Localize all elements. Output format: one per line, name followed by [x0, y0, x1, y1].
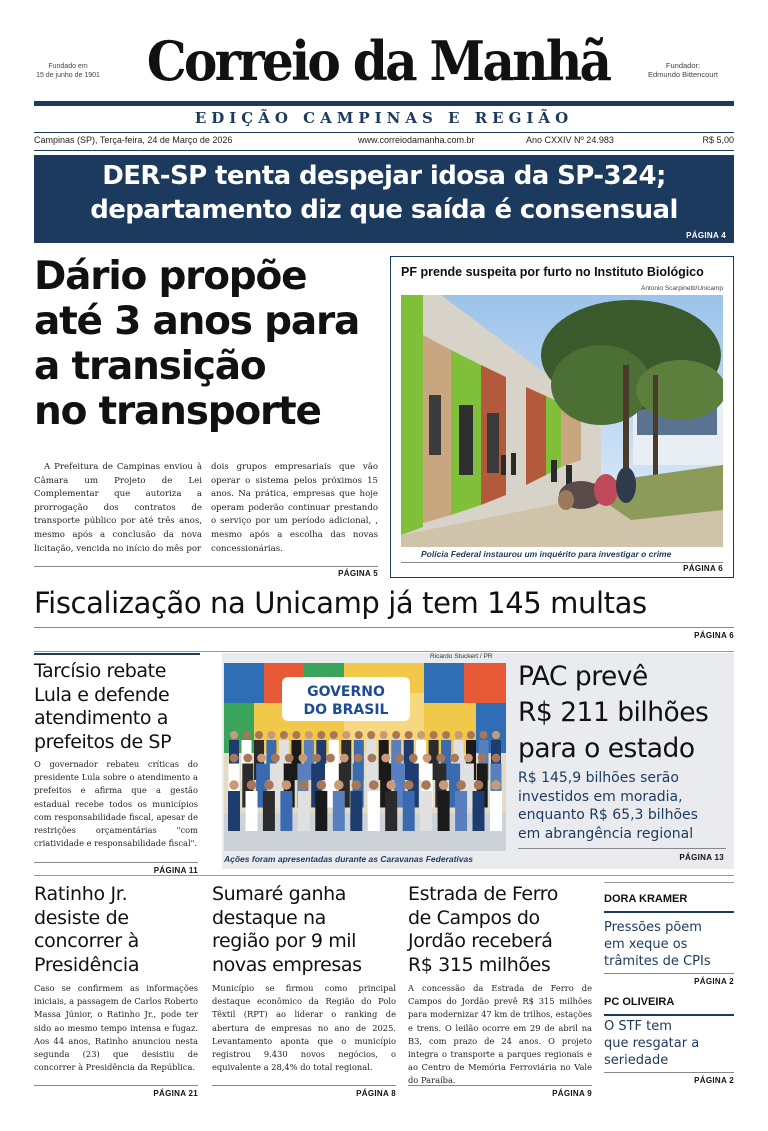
photo-story-page[interactable]: PÁGINA 6 [683, 564, 723, 573]
pac-panel[interactable] [222, 653, 734, 869]
pac-page[interactable]: PÁGINA 13 [679, 853, 724, 862]
column-author: PC OLIVEIRA [604, 996, 675, 1008]
column-page[interactable]: PÁGINA 2 [694, 977, 734, 986]
sumare-headline-line: Sumaré ganha [212, 883, 347, 905]
pac-sub-line: investidos em moradia, [518, 788, 683, 805]
pac-sub-line: enquanto R$ 65,3 bilhões [518, 807, 698, 823]
column-dora[interactable] [604, 893, 734, 987]
column-author-rule [604, 1014, 734, 1016]
pac-headline[interactable] [518, 659, 732, 767]
column-headline [604, 919, 734, 970]
tarcisio-headline-line: prefeitos de SP [34, 730, 172, 753]
pac-photo-credit: Ricardo Stuckert / PR [430, 653, 493, 660]
lead-page[interactable]: PÁGINA 5 [338, 569, 378, 578]
lead-body-col2: dois grupos empresariais que vão operar o sistema pelos próximos 15 anos. Na prática, empresas que hoje operam poderão continuar prestando o serviço por um período adicional, , mesmo após a escolha das novas concessionárias. [211, 462, 378, 554]
tarcisio-headline-line: Tarcísio rebate [34, 660, 166, 682]
ratinho-headline[interactable] [34, 883, 204, 977]
estrada-headline-line: R$ 315 milhões [408, 953, 551, 976]
column-headline-line: que resgatar a [604, 1036, 700, 1051]
estrada-rule [408, 1085, 592, 1086]
sumare-body: Município se firmou como principal destaque econômico da Região do Polo Têxtil (RPT) ao liderar o ranking de abertura de empresas no ano de 2025. Levantamento aponta que o município registrou 9.430 novos negócios, o equivalente a 28,4% do total regional. [212, 983, 396, 1073]
masthead-rule-top [34, 101, 734, 106]
section-rule [34, 651, 734, 652]
lead-rule [34, 566, 378, 567]
sumare-rule [212, 1085, 396, 1086]
column-headline-line: Pressões põem [604, 920, 702, 935]
banner-page[interactable]: PÁGINA 4 [686, 231, 726, 240]
estrada-page[interactable]: PÁGINA 9 [552, 1089, 592, 1098]
tarcisio-body: O governador rebateu críticas do presidente Lula sobre o atendimento a prefeitos e afirma que a gestão estadual recebe todos os municípios com responsabilidade fiscal, apesar de restrições orçamentárias "com criatividade e responsabilidade fiscal". [34, 759, 198, 849]
ratinho-headline-line: Ratinho Jr. [34, 883, 128, 905]
banner-headline-line2: departamento diz que saída é consensual [90, 195, 678, 225]
bottom-section-rule [34, 875, 734, 876]
estrada-headline-line: de Campos do [408, 906, 540, 929]
estrada-body: A concessão da Estrada de Ferro de Campos do Jordão prevê R$ 315 milhões para modernizar 47 km de trilhos, estações e trens. O leilão ocorre em 29 de abril na B3, com prazo de 24 anos. O projeto integra o transporte a parques regionais e ao Centro de Memória Ferroviária no Vale do Paraíba. [408, 983, 592, 1086]
photo-story-box[interactable] [390, 256, 734, 578]
edition-label: EDIÇÃO CAMPINAS E REGIÃO [194, 109, 574, 127]
pac-caption: Ações foram apresentadas durante as Caravanas Federativas [224, 854, 473, 864]
tarcisio-headline-line: atendimento a [34, 707, 168, 729]
dateline-rule-top [34, 132, 734, 133]
caravanas-photo [224, 663, 506, 851]
tarcisio-headline-line: Lula e defende [34, 683, 170, 706]
estrada-headline[interactable] [408, 883, 598, 977]
ratinho-headline-line: concorrer à [34, 930, 139, 952]
ratinho-body: Caso se confirmem as informações iniciais, a passagem de Carlos Roberto Massa Júnior, o Ratinho Jr., pode ter sido ao mesmo tempo intensa e fugaz. Aos 44 anos, Ratinho anunciou nesta segunda (23) que desistiu de concorrer à Presidência da República. [34, 983, 198, 1073]
ratinho-headline-line: desiste de [34, 906, 129, 929]
photo-story-headline: PF prende suspeita por furto no Instituto Biológico [401, 265, 704, 279]
column-page[interactable]: PÁGINA 2 [694, 1076, 734, 1085]
tarcisio-headline[interactable] [34, 660, 202, 754]
ratinho-page[interactable]: PÁGINA 21 [153, 1089, 198, 1098]
lead-headline-line: no transporte [34, 389, 321, 434]
photo-caption: Polícia Federal instaurou um inquérito para investigar o crime [421, 549, 672, 559]
lead-headline-line: a transição [34, 344, 266, 389]
wide-page[interactable]: PÁGINA 6 [694, 631, 734, 640]
wide-headline[interactable]: Fiscalização na Unicamp já tem 145 multas [34, 586, 647, 620]
lead-headline-line: até 3 anos para [34, 299, 360, 344]
pac-banner-line1: GOVERNO [307, 684, 385, 700]
dateline-date: Campinas (SP), Terça-feira, 24 de Março de 2026 [34, 135, 233, 145]
dateline-website[interactable]: www.correiodamanha.com.br [358, 135, 475, 145]
founder-note [628, 61, 738, 79]
pac-headline-line: R$ 211 bilhões [518, 697, 709, 728]
sumare-page[interactable]: PÁGINA 8 [356, 1089, 396, 1098]
pac-headline-line: para o estado [518, 733, 695, 764]
dateline-price: R$ 5,00 [702, 135, 734, 145]
founder-name: Edmundo Bittencourt [647, 70, 719, 79]
pac-banner-line2: DO BRASIL [303, 702, 389, 718]
column-headline-line: em xeque os [604, 937, 688, 952]
lead-body-col1: A Prefeitura de Campinas enviou à Câmara um Projeto de Lei Complementar que autoriza a prorrogação dos contratos de transporte público por até três anos, mesmo após a conclusão da nova licitação, vencida no início do mês por [34, 462, 202, 554]
column-headline-line: trâmites de CPIs [604, 954, 711, 969]
ratinho-headline-line: Presidência [34, 953, 140, 976]
tarcisio-top-rule [34, 653, 200, 655]
columns-top-rule [604, 882, 734, 883]
dateline-issue: Ano CXXIV Nº 24.983 [526, 135, 614, 145]
photo-credit: Antonio Scarpinetti/Unicamp [640, 285, 723, 292]
column-rule [604, 973, 734, 974]
column-headline-line: O STF tem [604, 1019, 672, 1034]
column-headline-line: seriedade [604, 1053, 669, 1068]
founded-line2: 15 de junho de 1901 [36, 72, 100, 79]
photo-story-rule [401, 562, 723, 563]
top-banner[interactable] [34, 155, 734, 243]
founder-label: Fundador: [665, 61, 701, 70]
estrada-headline-line: Jordão receberá [408, 930, 553, 952]
ratinho-rule [34, 1085, 198, 1086]
pac-headline-line: PAC prevê [518, 661, 648, 692]
tarcisio-page[interactable]: PÁGINA 11 [153, 866, 198, 875]
pac-rule [518, 848, 726, 849]
sumare-headline-line: novas empresas [212, 953, 362, 976]
column-author: DORA KRAMER [604, 893, 688, 905]
sumare-headline[interactable] [212, 883, 398, 977]
pac-sub-line: em abrangência regional [518, 825, 694, 842]
column-rule [604, 1072, 734, 1073]
institute-photo [401, 295, 723, 547]
column-author-rule [604, 911, 734, 913]
lead-headline-line: Dário propõe [34, 254, 307, 299]
dateline-rule-bottom [34, 150, 734, 151]
founded-note [28, 62, 108, 80]
sumare-headline-line: destaque na [212, 906, 326, 929]
dateline [34, 135, 734, 149]
pac-subheadline [518, 769, 732, 843]
column-pc-oliveira[interactable] [604, 996, 734, 1090]
pac-sub-line: R$ 145,9 bilhões serão [518, 770, 679, 786]
estrada-headline-line: Estrada de Ferro [408, 883, 559, 905]
founded-line1: Fundado em [48, 63, 88, 70]
wide-rule [34, 627, 734, 628]
tarcisio-rule [34, 862, 198, 863]
sumare-headline-line: região por 9 mil [212, 930, 357, 952]
newspaper-title[interactable]: Correio da Manhã [146, 29, 610, 93]
banner-headline-line1: DER-SP tenta despejar idosa da SP-324; [102, 161, 666, 191]
column-headline [604, 1018, 734, 1069]
lead-headline[interactable] [34, 254, 384, 434]
